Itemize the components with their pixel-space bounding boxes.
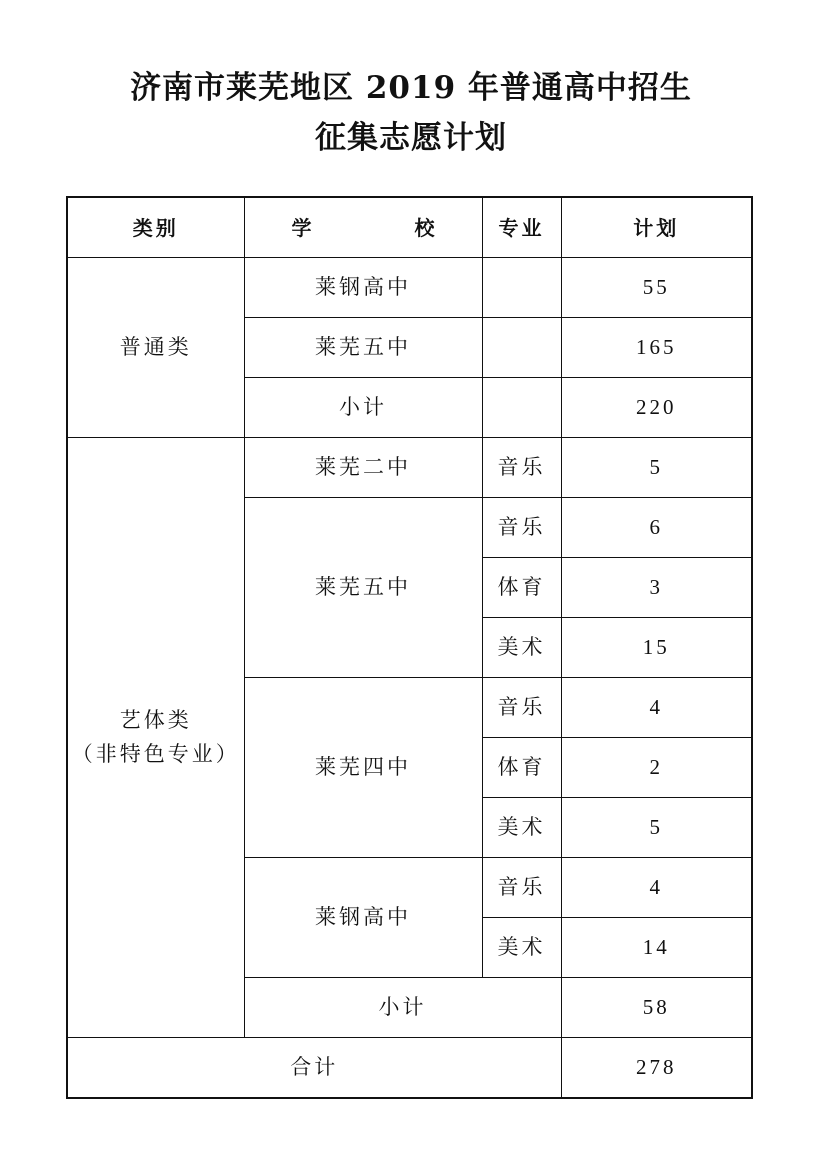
plan-cell: 6: [561, 498, 752, 558]
category-arts-line2: （非特色专业）: [71, 741, 240, 766]
header-school: [244, 197, 482, 258]
major-cell: 音乐: [482, 858, 561, 918]
major-cell: [482, 318, 561, 378]
header-category: 类别: [67, 197, 244, 258]
major-cell: 美术: [482, 618, 561, 678]
arts-subtotal-label: 小计: [244, 978, 561, 1038]
major-cell: 美术: [482, 918, 561, 978]
school-cell: 莱芜四中: [244, 678, 482, 858]
major-cell: 体育: [482, 558, 561, 618]
total-row: [67, 1038, 752, 1099]
table-row: [67, 258, 752, 318]
enrollment-plan-table: [66, 196, 753, 1099]
major-cell: 音乐: [482, 498, 561, 558]
plan-cell: 5: [561, 438, 752, 498]
plan-cell: 3: [561, 558, 752, 618]
major-cell: 音乐: [482, 438, 561, 498]
major-cell: 体育: [482, 738, 561, 798]
category-arts: [67, 438, 244, 1038]
header-plan: 计划: [561, 197, 752, 258]
category-general: 普通类: [67, 258, 244, 438]
header-major: 专业: [482, 197, 561, 258]
school-cell: 莱芜二中: [244, 438, 482, 498]
document-title-line1: 济南市莱芜地区 2019 年普通高中招生: [130, 70, 692, 106]
table-header-row: [67, 197, 752, 258]
major-cell: 音乐: [482, 678, 561, 738]
plan-cell: 55: [561, 258, 752, 318]
category-arts-line1: 艺体类: [119, 707, 192, 732]
document-title-line2: 征集志愿计划: [315, 120, 507, 156]
school-cell: 莱芜五中: [244, 318, 482, 378]
table-row: [67, 438, 752, 498]
plan-cell: 14: [561, 918, 752, 978]
plan-cell: 15: [561, 618, 752, 678]
arts-subtotal-value: 58: [561, 978, 752, 1038]
plan-cell: 2: [561, 738, 752, 798]
plan-cell: 5: [561, 798, 752, 858]
school-cell: 莱芜五中: [244, 498, 482, 678]
major-cell: [482, 258, 561, 318]
school-cell: 莱钢高中: [244, 258, 482, 318]
header-school-label: 学 校: [291, 215, 483, 240]
school-cell: 莱钢高中: [244, 858, 482, 978]
plan-cell: 4: [561, 858, 752, 918]
plan-cell: 165: [561, 318, 752, 378]
general-subtotal-value: 220: [561, 378, 752, 438]
plan-cell: 4: [561, 678, 752, 738]
major-cell: 美术: [482, 798, 561, 858]
total-label: 合计: [67, 1038, 561, 1099]
total-value: 278: [561, 1038, 752, 1099]
general-subtotal-label: 小计: [244, 378, 482, 438]
major-cell: [482, 378, 561, 438]
